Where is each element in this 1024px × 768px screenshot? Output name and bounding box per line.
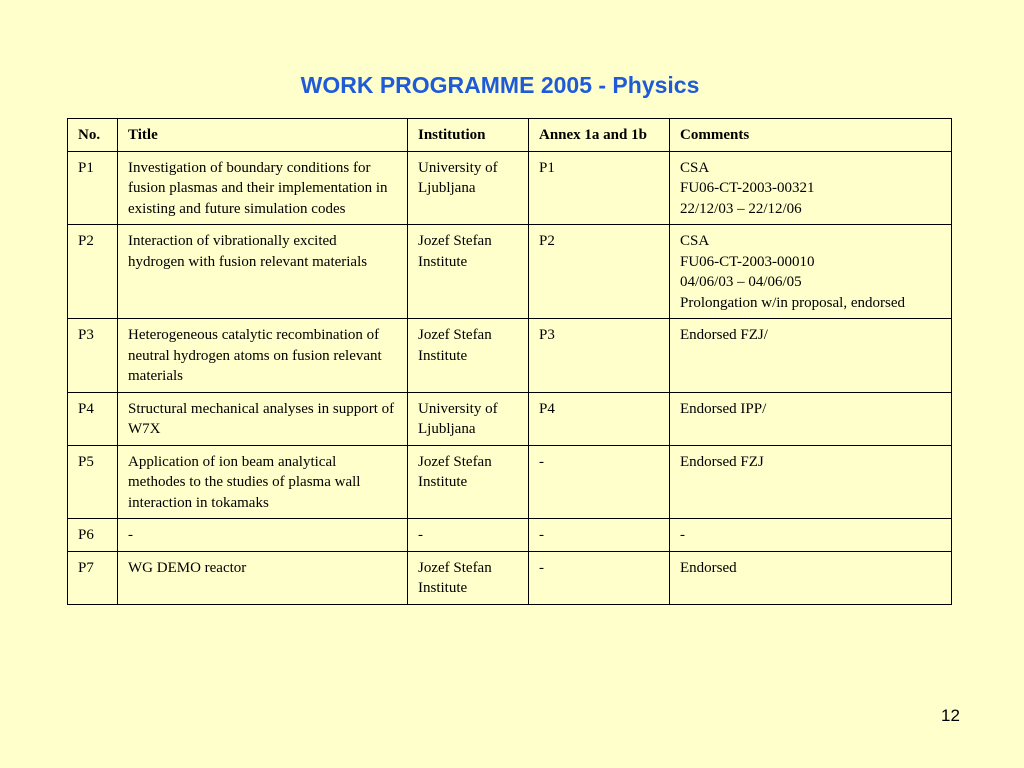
slide-title: WORK PROGRAMME 2005 - Physics bbox=[300, 72, 700, 98]
comment-line: Endorsed bbox=[680, 559, 737, 576]
table-row bbox=[68, 445, 952, 519]
cell-no: P3 bbox=[68, 319, 118, 393]
cell-institution: Jozef Stefan Institute bbox=[408, 551, 529, 604]
cell-institution: Jozef Stefan Institute bbox=[408, 445, 529, 519]
comment-line: Prolongation w/in proposal, endorsed bbox=[680, 294, 905, 311]
cell-comments bbox=[670, 225, 952, 319]
cell-comments bbox=[670, 445, 952, 519]
cell-no: P7 bbox=[68, 551, 118, 604]
cell-title: Structural mechanical analyses in support of W7X bbox=[118, 392, 408, 445]
cell-comments bbox=[670, 519, 952, 552]
cell-title: - bbox=[118, 519, 408, 552]
cell-annex: - bbox=[529, 445, 670, 519]
cell-annex: - bbox=[529, 551, 670, 604]
table-row bbox=[68, 225, 952, 319]
cell-institution: Jozef Stefan Institute bbox=[408, 225, 529, 319]
page-number: 12 bbox=[941, 706, 960, 725]
cell-no: P4 bbox=[68, 392, 118, 445]
cell-title: Heterogeneous catalytic recombination of neutral hydrogen atoms on fusion relevant materials bbox=[118, 319, 408, 393]
cell-no: P2 bbox=[68, 225, 118, 319]
comment-line: FU06-CT-2003-00010 bbox=[680, 253, 815, 270]
column-header-annex: Annex 1a and 1b bbox=[529, 119, 670, 152]
cell-annex: - bbox=[529, 519, 670, 552]
column-header-institution: Institution bbox=[408, 119, 529, 152]
comment-line: - bbox=[680, 527, 685, 543]
cell-no: P5 bbox=[68, 445, 118, 519]
cell-comments bbox=[670, 392, 952, 445]
cell-annex: P3 bbox=[529, 319, 670, 393]
column-header-comments: Comments bbox=[670, 119, 952, 152]
comment-line: 04/06/03 – 04/06/05 bbox=[680, 274, 802, 290]
cell-institution: Jozef Stefan Institute bbox=[408, 319, 529, 393]
cell-annex: P4 bbox=[529, 392, 670, 445]
cell-institution: University of Ljubljana bbox=[408, 151, 529, 225]
comment-line: CSA bbox=[680, 233, 710, 249]
comment-line: CSA bbox=[680, 159, 710, 176]
table-row bbox=[68, 392, 952, 445]
work-programme-table bbox=[67, 118, 952, 605]
table-row bbox=[68, 519, 952, 552]
comment-line: FU06-CT-2003-00321 bbox=[680, 180, 815, 196]
comment-line: 22/12/03 – 22/12/06 bbox=[680, 200, 802, 217]
cell-comments bbox=[670, 551, 952, 604]
cell-title: Investigation of boundary conditions for fusion plasmas and their implementation in existing and future simulation codes bbox=[118, 151, 408, 225]
table-row bbox=[68, 319, 952, 393]
cell-institution: - bbox=[408, 519, 529, 552]
cell-no: P6 bbox=[68, 519, 118, 552]
cell-title: Application of ion beam analytical methodes to the studies of plasma wall interaction in tokamaks bbox=[118, 445, 408, 519]
cell-comments bbox=[670, 319, 952, 393]
comment-line: Endorsed FZJ bbox=[680, 453, 764, 470]
table-row bbox=[68, 151, 952, 225]
cell-institution: University of Ljubljana bbox=[408, 392, 529, 445]
cell-title: WG DEMO reactor bbox=[118, 551, 408, 604]
table-header-row bbox=[68, 119, 952, 152]
column-header-title: Title bbox=[118, 119, 408, 152]
column-header-no: No. bbox=[68, 119, 118, 152]
cell-title: Interaction of vibrationally excited hydrogen with fusion relevant materials bbox=[118, 225, 408, 319]
comment-line: Endorsed FZJ/ bbox=[680, 327, 768, 343]
table-row bbox=[68, 551, 952, 604]
cell-annex: P1 bbox=[529, 151, 670, 225]
cell-comments bbox=[670, 151, 952, 225]
cell-no: P1 bbox=[68, 151, 118, 225]
comment-line: Endorsed IPP/ bbox=[680, 400, 767, 417]
cell-annex: P2 bbox=[529, 225, 670, 319]
